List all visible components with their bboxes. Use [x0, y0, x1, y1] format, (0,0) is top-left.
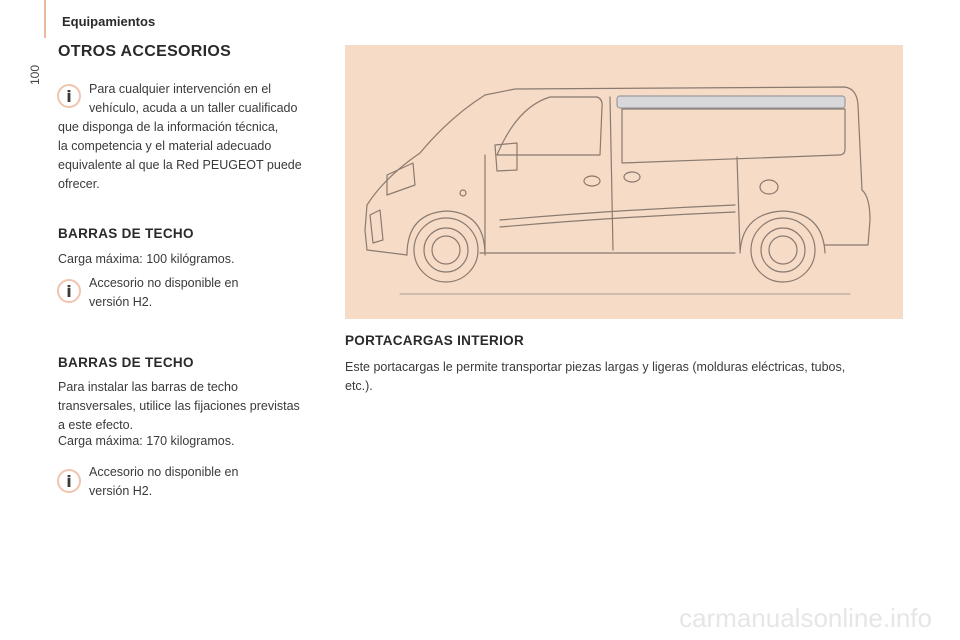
roof-bars-2-note-line-2: versión H2. — [89, 484, 153, 498]
header-accent-bar — [44, 0, 46, 38]
roof-bars-2-desc-line-1: Para instalar las barras de techo — [58, 380, 238, 394]
intro-info-line-6: ofrecer. — [58, 177, 100, 191]
info-icon: i — [57, 84, 81, 108]
section-label: Equipamientos — [62, 14, 156, 29]
roof-bars-2-desc-line-3: a este efecto. — [58, 418, 134, 432]
roof-bars-2-note-line-1: Accesorio no disponible en — [89, 465, 239, 479]
intro-info-line-4: la competencia y el material adecuado — [58, 139, 272, 153]
roof-bars-1-note-line-2: versión H2. — [89, 295, 153, 309]
roof-bars-2-desc-line-2: transversales, utilice las fijaciones previstas — [58, 399, 300, 413]
info-icon: i — [57, 469, 81, 493]
roof-bars-title-1: BARRAS DE TECHO — [58, 226, 194, 241]
roof-carrier-desc-line-1: Este portacargas le permite transportar piezas largas y ligeras (molduras eléctricas, tubos, — [345, 360, 846, 374]
page-title: OTROS ACCESORIOS — [58, 43, 232, 60]
van-illustration — [345, 45, 903, 319]
intro-info-line-2: vehículo, acuda a un taller cualificado — [89, 101, 298, 115]
roof-carrier-title: PORTACARGAS INTERIOR — [345, 333, 525, 348]
roof-bars-1-max-load: Carga máxima: 100 kilógramos. — [58, 252, 235, 266]
roof-carrier-desc-line-2: etc.). — [345, 379, 373, 393]
info-icon: i — [57, 279, 81, 303]
page-number: 100 — [28, 64, 42, 86]
intro-info-line-5: equivalente al que la Red PEUGEOT puede — [58, 158, 302, 172]
roof-bars-title-2: BARRAS DE TECHO — [58, 355, 194, 370]
intro-info-line-1: Para cualquier intervención en el — [89, 82, 272, 96]
watermark: carmanualsonline.info — [679, 603, 932, 633]
intro-info-line-3: que disponga de la información técnica, — [58, 120, 279, 134]
roof-bars-1-note-line-1: Accesorio no disponible en — [89, 276, 239, 290]
roof-bars-2-max-load: Carga máxima: 170 kilogramos. — [58, 434, 235, 448]
